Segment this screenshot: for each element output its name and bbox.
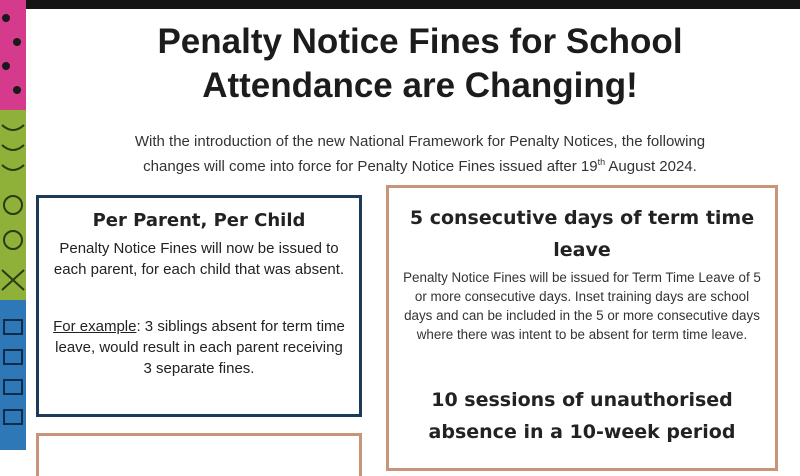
decorative-side-pattern <box>0 0 26 450</box>
intro-text <box>40 132 800 177</box>
example-text: : 3 siblings absent for term time leave, would result in each parent receiving 3 separate fines. <box>55 318 345 377</box>
intro-line-1: With the introduction of the new National Framework for Penalty Notices, the following <box>134 133 706 150</box>
sessions-heading: 10 sessions of unauthorised absence in a 10-week period <box>428 389 736 443</box>
title-line-1: Penalty Notice Fines for School <box>157 22 683 61</box>
page-title <box>40 20 800 108</box>
side-pattern-shapes <box>0 0 26 450</box>
consecutive-body: Penalty Notice Fines will be issued for Term Time Leave of 5 or more consecutive days. Inset training days are school days and can be included in the 5 or more consecutive days where there was intent to be absent for term time leave. <box>403 270 761 342</box>
per-parent-heading: Per Parent, Per Child <box>92 210 306 231</box>
consecutive-heading: 5 consecutive days of term time leave <box>409 207 755 261</box>
intro-line-2 <box>40 152 800 177</box>
title-line-2: Attendance are Changing! <box>202 66 638 105</box>
per-parent-body: Penalty Notice Fines will now be issued to each parent, for each child that was absent. <box>53 240 345 278</box>
top-border-bar <box>0 0 800 9</box>
consecutive-days-box <box>386 185 778 471</box>
bottom-left-box <box>36 433 362 476</box>
per-parent-example <box>51 316 347 379</box>
example-label: For example <box>53 318 137 335</box>
intro-line-2-end: August 2024. <box>605 158 697 175</box>
intro-date-suffix: th <box>597 157 606 167</box>
intro-line-2-text: changes will come into force for Penalty Notice Fines issued after 19 <box>143 158 598 175</box>
per-parent-box <box>36 195 362 417</box>
